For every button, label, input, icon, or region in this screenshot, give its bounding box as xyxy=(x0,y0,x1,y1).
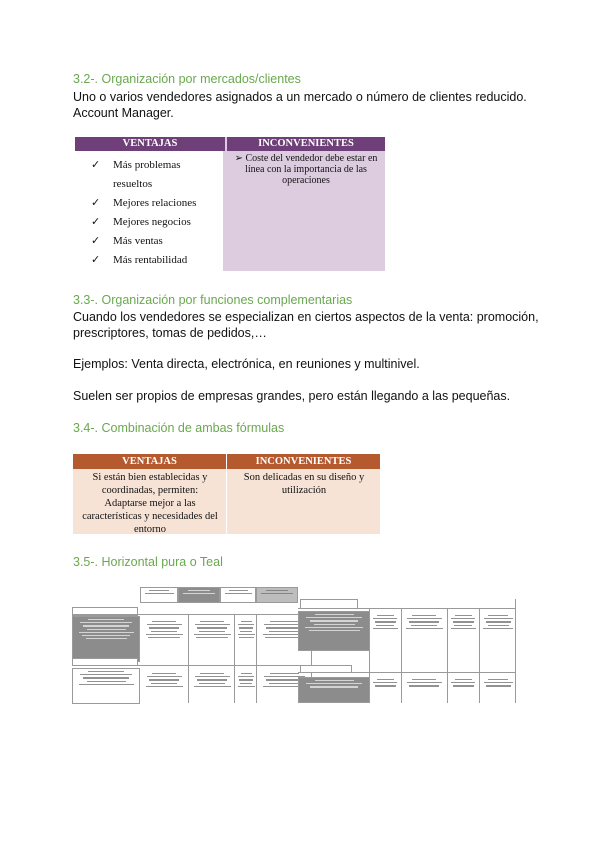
diagram-text-line xyxy=(375,685,396,686)
diagram-text-line xyxy=(87,681,126,682)
diagram-cell xyxy=(142,671,186,701)
diagram-text-line xyxy=(310,620,358,621)
diagram-text-line xyxy=(412,615,436,616)
diagram-cell xyxy=(448,677,478,701)
diagram-text-line xyxy=(310,686,358,687)
diagram-text-line xyxy=(241,673,252,674)
check-icon: ✓ xyxy=(91,197,101,209)
table2-inconvenientes-cell: Son delicadas en su diseño y utilización xyxy=(243,472,365,496)
diagram-text-line xyxy=(148,637,180,638)
diagram-text-line xyxy=(79,632,134,633)
diagram-text-line xyxy=(225,593,252,594)
section-3-2-heading: 3.2-. Organización por mercados/clientes xyxy=(73,72,301,86)
diagram-text-line xyxy=(149,627,179,628)
check-icon: ✓ xyxy=(91,216,101,228)
diagram-text-line xyxy=(195,676,230,677)
diagram-text-line xyxy=(229,590,248,591)
diagram-text-line xyxy=(261,593,293,594)
diagram-text-line xyxy=(377,679,394,680)
diagram-text-line xyxy=(306,683,362,684)
diagram-text-line xyxy=(483,628,513,629)
section-3-3-line-4: Suelen ser propios de empresas grandes, pero están llegando a las pequeñas. xyxy=(73,389,511,403)
diagram-box xyxy=(72,668,140,704)
diagram-text-line xyxy=(238,676,254,677)
diagram-text-line xyxy=(373,618,397,619)
table1-header-inconvenientes: INCONVENIENTES xyxy=(227,137,385,151)
diagram-text-line xyxy=(240,631,252,632)
diagram-text-line xyxy=(407,682,442,683)
table1-ventaja-item: ✓ Mejores relaciones xyxy=(91,194,196,213)
section-3-5-heading: 3.5-. Horizontal pura o Teal xyxy=(73,555,223,569)
diagram-cell xyxy=(190,671,234,701)
diagram-text-line xyxy=(377,615,394,616)
table2-header-inconvenientes: INCONVENIENTES xyxy=(227,454,380,469)
diagram-box xyxy=(298,611,370,651)
diagram-text-line xyxy=(240,683,252,684)
diagram-text-line xyxy=(86,638,127,639)
diagram-text-line xyxy=(266,590,288,591)
diagram-text-line xyxy=(239,679,253,680)
diagram-text-line xyxy=(183,593,215,594)
diagram-text-line xyxy=(88,671,124,672)
section-3-4-heading: 3.4-. Combinación de ambas fórmulas xyxy=(73,421,285,435)
diagram-text-line xyxy=(315,680,354,681)
table1-header-ventajas: VENTAJAS xyxy=(75,137,225,151)
diagram-text-line xyxy=(455,679,472,680)
diagram-cell xyxy=(190,619,234,657)
diagram-text-line xyxy=(488,679,508,680)
diagram-text-line xyxy=(314,624,355,625)
diagram-text-line xyxy=(195,624,230,625)
diagram-cell xyxy=(236,671,256,701)
diagram-text-line xyxy=(412,679,436,680)
diagram-text-line xyxy=(451,618,475,619)
diagram-cell xyxy=(448,613,478,647)
section-3-3-heading: 3.3-. Organización por funciones complementarias xyxy=(73,293,353,307)
table2-header-ventajas: VENTAJAS xyxy=(73,454,226,469)
table1-inconvenientes-cell: ➢ Coste del vendedor debe estar en línea con la importancia de las operaciones xyxy=(234,153,378,186)
diagram-cell xyxy=(480,677,516,701)
diagram-text-line xyxy=(80,674,132,675)
diagram-text-line xyxy=(199,631,225,632)
diagram-text-line xyxy=(270,673,299,674)
diagram-text-line xyxy=(453,621,474,622)
section-3-3-line-1: Cuando los vendedores se especializan en ciertos aspectos de la venta: promoción, xyxy=(73,310,539,324)
table1-ventaja-item: ✓ Más rentabilidad xyxy=(91,251,187,270)
diagram-text-line xyxy=(409,685,439,686)
diagram-box xyxy=(140,587,178,603)
diagram-text-line xyxy=(373,628,398,629)
diagram-box xyxy=(72,616,140,662)
diagram-text-line xyxy=(147,624,182,625)
diagram-text-line xyxy=(453,685,474,686)
section-3-3-line-2: prescriptores, tomas de pedidos,… xyxy=(73,326,267,340)
diagram-cell xyxy=(142,619,186,657)
diagram-text-line xyxy=(197,679,227,680)
diagram-text-line xyxy=(373,682,397,683)
diagram-text-line xyxy=(194,634,231,635)
diagram-text-line xyxy=(454,625,472,626)
teal-organization-diagram xyxy=(72,585,516,704)
ventajas-inconvenientes-table-2 xyxy=(73,454,380,534)
table1-ventaja-item: resueltos xyxy=(113,178,153,190)
ventajas-inconvenientes-table-1 xyxy=(75,137,385,271)
diagram-text-line xyxy=(266,627,302,628)
diagram-text-line xyxy=(270,621,299,622)
diagram-text-line xyxy=(80,622,132,623)
diagram-text-line xyxy=(488,625,509,626)
diagram-text-line xyxy=(200,621,224,622)
diagram-text-line xyxy=(406,628,443,629)
diagram-text-line xyxy=(486,621,511,622)
diagram-text-line xyxy=(455,615,472,616)
diagram-text-line xyxy=(309,630,360,631)
diagram-text-line xyxy=(197,627,227,628)
diagram-text-line xyxy=(269,683,299,684)
diagram-text-line xyxy=(407,618,442,619)
diagram-box xyxy=(220,587,256,603)
table1-ventaja-item: ✓ Más ventas xyxy=(91,232,163,251)
diagram-text-line xyxy=(486,685,511,686)
check-icon: ✓ xyxy=(91,235,101,247)
diagram-cell xyxy=(370,677,400,701)
diagram-text-line xyxy=(411,625,437,626)
diagram-text-line xyxy=(87,629,126,630)
diagram-cell xyxy=(480,613,516,647)
diagram-text-line xyxy=(149,590,169,591)
diagram-text-line xyxy=(375,621,396,622)
diagram-box xyxy=(298,677,370,703)
diagram-text-line xyxy=(196,637,228,638)
diagram-text-line xyxy=(151,631,177,632)
diagram-text-line xyxy=(238,686,255,687)
diagram-text-line xyxy=(83,625,129,626)
diagram-text-line xyxy=(238,634,255,635)
check-icon: ✓ xyxy=(91,254,101,266)
diagram-text-line xyxy=(147,676,182,677)
check-icon: ✓ xyxy=(91,159,101,171)
diagram-text-line xyxy=(266,679,302,680)
diagram-text-line xyxy=(88,619,124,620)
diagram-cell xyxy=(370,613,400,647)
table1-ventaja-item: ✓ Más problemas xyxy=(91,156,181,175)
table2-ventajas-cell: Si están bien establecidas y coordinadas, permiten: Adaptarse mejor a las características y necesidades del entorno xyxy=(82,472,218,535)
diagram-text-line xyxy=(305,627,363,628)
diagram-text-line xyxy=(152,673,176,674)
diagram-text-line xyxy=(152,621,176,622)
diagram-text-line xyxy=(269,631,299,632)
diagram-text-line xyxy=(488,615,508,616)
section-3-2-line-2: Account Manager. xyxy=(73,106,174,120)
table1-ventaja-item: ✓ Mejores negocios xyxy=(91,213,191,232)
diagram-box xyxy=(178,587,220,603)
diagram-text-line xyxy=(188,590,210,591)
diagram-text-line xyxy=(306,617,362,618)
diagram-text-line xyxy=(83,677,129,678)
diagram-text-line xyxy=(376,625,394,626)
diagram-text-line xyxy=(451,628,476,629)
diagram-text-line xyxy=(151,683,177,684)
diagram-cell xyxy=(402,677,446,701)
diagram-box xyxy=(256,587,298,603)
diagram-text-line xyxy=(145,593,174,594)
diagram-text-line xyxy=(199,683,225,684)
diagram-text-line xyxy=(146,686,183,687)
diagram-text-line xyxy=(239,637,254,638)
diagram-text-line xyxy=(409,621,439,622)
diagram-text-line xyxy=(238,624,254,625)
diagram-text-line xyxy=(79,684,134,685)
diagram-text-line xyxy=(451,682,475,683)
section-3-2-line-1: Uno o varios vendedores asignados a un mercado o número de clientes reducido. xyxy=(73,90,527,104)
diagram-cell xyxy=(402,613,446,647)
diagram-text-line xyxy=(484,682,513,683)
diagram-text-line xyxy=(315,614,354,615)
diagram-text-line xyxy=(82,635,130,636)
diagram-text-line xyxy=(200,673,224,674)
section-3-3-line-3: Ejemplos: Venta directa, electrónica, en reuniones y multinivel. xyxy=(73,357,420,371)
diagram-text-line xyxy=(484,618,513,619)
diagram-text-line xyxy=(239,627,253,628)
diagram-cell xyxy=(236,619,256,657)
table1-ventajas-cell xyxy=(75,151,223,271)
diagram-text-line xyxy=(146,634,183,635)
diagram-text-line xyxy=(194,686,231,687)
diagram-text-line xyxy=(241,621,252,622)
diagram-text-line xyxy=(149,679,179,680)
